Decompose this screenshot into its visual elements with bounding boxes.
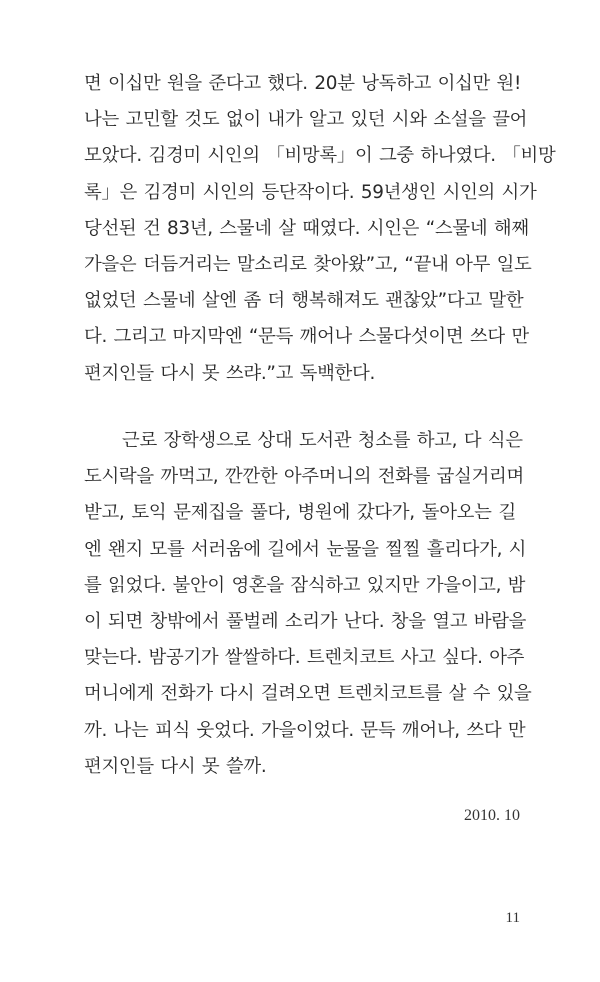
text-line: 당선된 건 83년, 스물네 살 때였다. 시인은 “스물네 해째 xyxy=(84,217,529,239)
text-line: 없었던 스물네 살엔 좀 더 행복해져도 괜찮았”다고 말한 xyxy=(84,290,524,312)
text-line: 도시락을 까먹고, 깐깐한 아주머니의 전화를 굽실거리며 xyxy=(84,466,524,488)
paragraph-1 xyxy=(84,66,556,392)
text-line: 머니에게 전화가 다시 걸려오면 트렌치코트를 살 수 있을 xyxy=(84,683,532,705)
page-number: 11 xyxy=(505,910,520,926)
text-line: 를 읽었다. 불안이 영혼을 잠식하고 있지만 가을이고, 밤 xyxy=(84,574,526,596)
text-line: 엔 왠지 모를 서러움에 길에서 눈물을 찔찔 흘리다가, 시 xyxy=(84,538,527,560)
text-line: 편지인들 다시 못 쓰랴.”고 독백한다. xyxy=(84,362,376,384)
text-line: 면 이십만 원을 준다고 했다. 20분 낭독하고 이십만 원! xyxy=(84,73,522,94)
text-line: 편지인들 다시 못 쓸까. xyxy=(84,755,267,777)
text-line: 가을은 더듬거리는 말소리로 찾아왔”고, “끝내 아무 일도 xyxy=(84,253,532,275)
date-signature: 2010. 10 xyxy=(464,807,520,824)
text-line: 다. 그리고 마지막엔 “문득 깨어나 스물다섯이면 쓰다 만 xyxy=(84,326,529,348)
text-line: 나는 고민할 것도 없이 내가 알고 있던 시와 소설을 끌어 xyxy=(84,109,528,131)
text-line: 까. 나는 피식 웃었다. 가을이었다. 문득 깨어나, 쓰다 만 xyxy=(84,719,526,741)
text-line: 모았다. 김경미 시인의 「비망록」이 그중 하나였다. 「비망 xyxy=(84,145,556,167)
text-line: 받고, 토익 문제집을 풀다, 병원에 갔다가, 돌아오는 길 xyxy=(84,502,516,524)
text-line: 록」은 김경미 시인의 등단작이다. 59년생인 시인의 시가 xyxy=(84,181,537,203)
text-line: 맞는다. 밤공기가 쌀쌀하다. 트렌치코트 사고 싶다. 아주 xyxy=(84,647,525,669)
text-line: 이 되면 창밖에서 풀벌레 소리가 난다. 창을 열고 바람을 xyxy=(84,610,527,632)
paragraph-2 xyxy=(84,423,532,785)
text-line: 근로 장학생으로 상대 도서관 청소를 하고, 다 식은 xyxy=(122,430,523,451)
